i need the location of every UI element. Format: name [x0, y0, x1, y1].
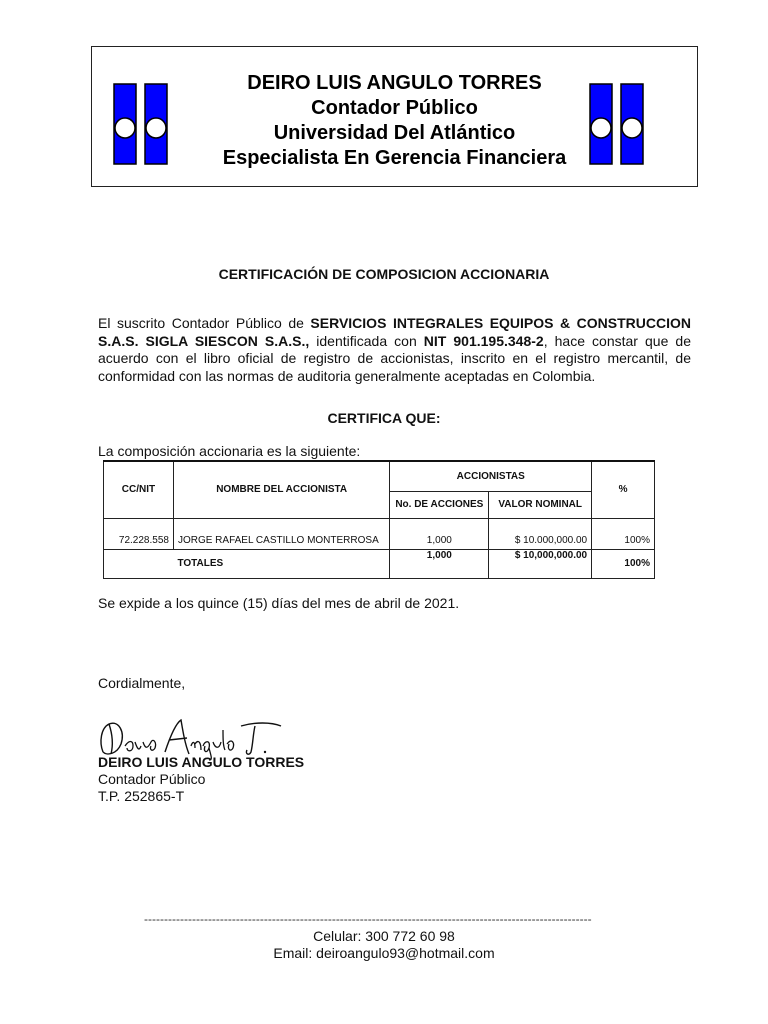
letterhead-text: [172, 71, 617, 171]
paragraph-text-3: , hace constar que de acuerdo con el libro oficial de registro de accionistas, inscrito en el registro mercantil, de conformidad con las normas de auditoria generalmente aceptadas en Colombia.: [98, 332, 691, 384]
company-nit: NIT 901.195.348-2: [423, 332, 544, 349]
accountant-profession: Contador Público: [311, 97, 478, 119]
column-header-accionistas: ACCIONISTAS: [390, 461, 592, 491]
accountant-university: Universidad Del Atlántico: [273, 122, 516, 144]
totals-label: TOTALES: [173, 549, 389, 578]
issue-date: Se expide a los quince (15) días del mes de abril de 2021.: [98, 595, 460, 611]
signer-professional-card: T.P. 252865-T: [98, 788, 185, 804]
totals-shares: 1,000: [390, 549, 489, 578]
paragraph-text-1: El suscrito Contador Público de: [98, 315, 311, 331]
row-shares: 1,000: [390, 518, 489, 549]
shareholder-table: [103, 460, 655, 579]
row-value: $ 10.000,000.00: [489, 518, 592, 549]
logo-emblem-right-icon: [588, 82, 646, 166]
company-name: SERVICIOS INTEGRALES EQUIPOS & CONSTRUCCION S.A.S. SIGLA SIESCON S.A.S.,: [98, 315, 691, 349]
column-header-value: VALOR NOMINAL: [489, 491, 592, 518]
totals-percent: 100%: [592, 549, 655, 578]
paragraph-text-2: identificada con: [309, 332, 424, 349]
accountant-name: DEIRO LUIS ANGULO TORRES: [247, 72, 542, 94]
logo-emblem-left-icon: [112, 82, 170, 166]
column-header-name: NOMBRE DEL ACCIONISTA: [173, 461, 389, 518]
column-header-percent: %: [592, 461, 655, 518]
certification-paragraph: [98, 315, 691, 385]
accountant-specialization: Especialista En Gerencia Financiera: [222, 147, 567, 169]
row-percent: 100%: [592, 518, 655, 549]
row-name: JORGE RAFAEL CASTILLO MONTERROSA: [173, 518, 389, 549]
letterhead: [91, 46, 698, 187]
totals-row: [104, 549, 655, 578]
column-header-ccnit: CC/NIT: [104, 461, 174, 518]
closing: Cordialmente,: [98, 675, 186, 691]
signer-role: Contador Público: [98, 771, 206, 787]
totals-value: $ 10,000,000.00: [489, 549, 592, 578]
column-header-shares: No. DE ACCIONES: [390, 491, 489, 518]
signer-name: DEIRO LUIS ANGULO TORRES: [98, 754, 305, 770]
footer-phone: Celular: 300 772 60 98: [313, 928, 455, 944]
composition-intro: La composición accionaria es la siguiente:: [98, 443, 361, 459]
footer-divider: ----------------------------------------------------------------------------------------------------------------: [144, 912, 592, 926]
table-row: [104, 518, 655, 549]
document-title: CERTIFICACIÓN DE COMPOSICION ACCIONARIA: [218, 266, 550, 282]
certifies-heading: CERTIFICA QUE:: [327, 410, 441, 426]
footer-email: Email: deiroangulo93@hotmail.com: [273, 945, 495, 961]
row-ccnit: 72.228.558: [104, 518, 174, 549]
